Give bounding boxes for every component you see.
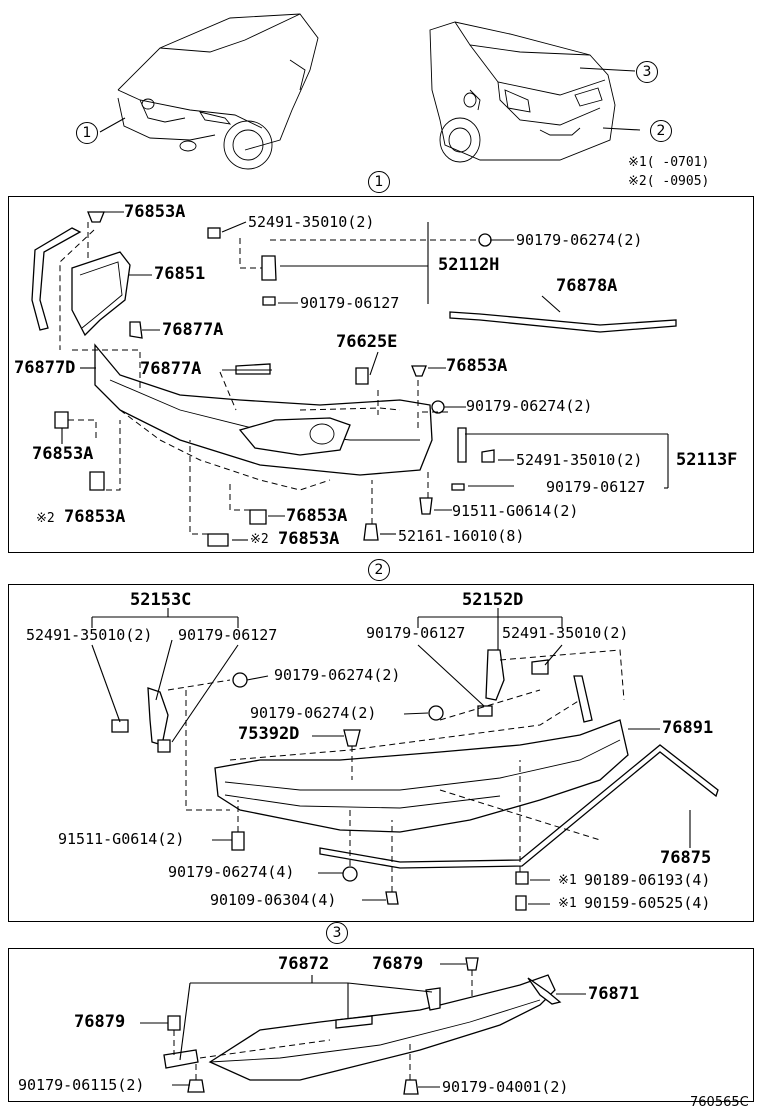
label-52161-16010[interactable]: 52161-16010(8) [398, 527, 525, 545]
label-76872[interactable]: 76872 [278, 954, 330, 974]
callout-rear-bumper[interactable]: 2 [650, 120, 672, 142]
label-76625E[interactable]: 76625E [336, 332, 398, 352]
mark-note2-a: ※2 [36, 511, 55, 526]
label-76878A[interactable]: 76878A [556, 276, 618, 296]
label-76851[interactable]: 76851 [154, 264, 206, 284]
note-2-range: ( -0905) [646, 174, 710, 189]
callout-front-bumper[interactable]: 1 [76, 122, 98, 144]
note-2 [628, 175, 709, 188]
label-76853A-note2[interactable]: 76853A [64, 507, 126, 527]
label-76853A-right[interactable]: 76853A [446, 356, 508, 376]
label-52113F[interactable]: 52113F [676, 450, 738, 470]
note-1-mark: ※1 [628, 155, 647, 170]
label-90179-06274-top[interactable]: 90179-06274(2) [516, 231, 643, 249]
label-90179-06274-mid[interactable]: 90179-06274(2) [466, 397, 593, 415]
label-76853A-left[interactable]: 76853A [32, 444, 94, 464]
label-90179-04001[interactable]: 90179-04001(2) [442, 1078, 569, 1096]
label-76875[interactable]: 76875 [660, 848, 712, 868]
label-76877D[interactable]: 76877D [14, 358, 76, 378]
label-52153C[interactable]: 52153C [130, 590, 192, 610]
label-76891[interactable]: 76891 [662, 718, 714, 738]
label-90189-06193[interactable]: 90189-06193(4) [584, 871, 711, 889]
label-90159-60525[interactable]: 90159-60525(4) [584, 894, 711, 912]
label-52491-35010-mid[interactable]: 52491-35010(2) [516, 451, 643, 469]
note-2-mark: ※2 [628, 174, 647, 189]
label-90179-06274-b[interactable]: 90179-06274(2) [250, 704, 377, 722]
label-52491-35010-top[interactable]: 52491-35010(2) [248, 213, 375, 231]
label-52491-35010-left[interactable]: 52491-35010(2) [26, 626, 153, 644]
label-52152D[interactable]: 52152D [462, 590, 524, 610]
label-90179-06274-4[interactable]: 90179-06274(4) [168, 863, 295, 881]
label-90179-06127-mid[interactable]: 90179-06127 [546, 478, 646, 496]
label-91511-G0614[interactable]: 91511-G0614(2) [58, 830, 185, 848]
label-75392D[interactable]: 75392D [238, 724, 300, 744]
label-76853A-bottom[interactable]: 76853A [286, 506, 348, 526]
label-52491-35010-right[interactable]: 52491-35010(2) [502, 624, 629, 642]
callout-rear-spoiler[interactable]: 3 [636, 61, 658, 83]
mark-note1-a: ※1 [558, 873, 577, 888]
label-90179-06115[interactable]: 90179-06115(2) [18, 1076, 145, 1094]
label-90109-06304[interactable]: 90109-06304(4) [210, 891, 337, 909]
section2-heading: 2 [368, 559, 390, 581]
label-76877A-2[interactable]: 76877A [140, 359, 202, 379]
label-76853A-top[interactable]: 76853A [124, 202, 186, 222]
label-76879-left[interactable]: 76879 [74, 1012, 126, 1032]
label-90179-06274-a[interactable]: 90179-06274(2) [274, 666, 401, 684]
rear-car-illustration [430, 22, 615, 162]
label-90179-06127-right[interactable]: 90179-06127 [366, 624, 466, 642]
mark-note1-b: ※1 [558, 896, 577, 911]
label-52112H[interactable]: 52112H [438, 255, 500, 275]
label-90179-06127-top[interactable]: 90179-06127 [300, 294, 400, 312]
note-1 [628, 156, 709, 169]
label-76871[interactable]: 76871 [588, 984, 640, 1004]
label-76853A-note2-bottom[interactable]: 76853A [278, 529, 340, 549]
label-90179-06127-left[interactable]: 90179-06127 [178, 626, 278, 644]
front-car-illustration [118, 14, 318, 169]
label-76879-top[interactable]: 76879 [372, 954, 424, 974]
section1-panel [8, 196, 754, 553]
figure-code: 760565C [690, 1095, 749, 1110]
section1-heading: 1 [368, 171, 390, 193]
mark-note2-b: ※2 [250, 532, 269, 547]
note-1-range: ( -0701) [646, 155, 710, 170]
section3-heading: 3 [326, 922, 348, 944]
label-91511-G0614-top[interactable]: 91511-G0614(2) [452, 502, 579, 520]
label-76877A-1[interactable]: 76877A [162, 320, 224, 340]
